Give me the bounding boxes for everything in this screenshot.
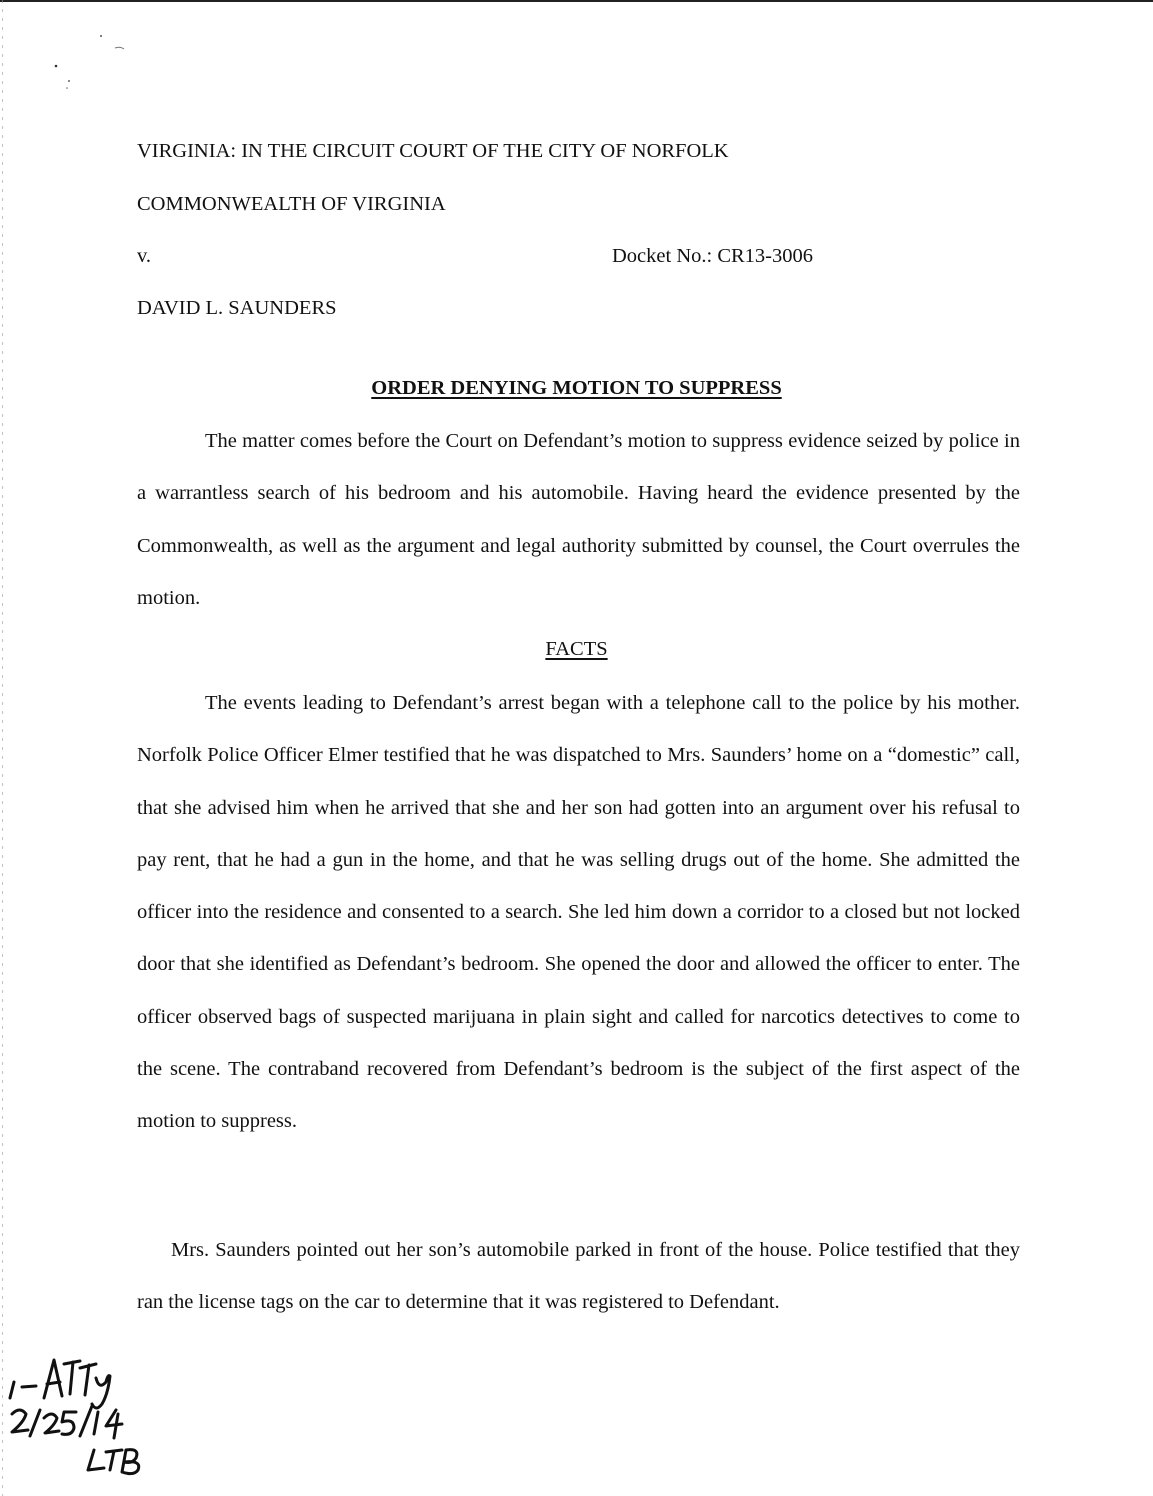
plaintiff-name: COMMONWEALTH OF VIRGINIA [137,193,446,215]
court-caption: VIRGINIA: IN THE CIRCUIT COURT OF THE CITY OF NORFOLK [137,140,729,162]
intro-paragraph: The matter comes before the Court on Defendant’s motion to suppress evidence seized by police in a warrantless search of his bedroom and his automobile. Having heard the evidence presented by the Commonwealth, as well as the argument and legal authority submitted by counsel, the Court overrules the motion. [137,430,1020,609]
order-title: ORDER DENYING MOTION TO SUPPRESS [371,377,782,399]
defendant-name: DAVID L. SAUNDERS [137,297,337,319]
handwritten-annotation [0,1340,200,1490]
scan-edge-left [2,0,3,1496]
versus-label: v. [137,245,152,267]
docket-number: Docket No.: CR13-3006 [612,245,813,267]
facts-paragraph: The events leading to Defendant’s arrest began with a telephone call to the police by his mother. Norfolk Police Officer Elmer testified that he was dispatched to Mrs. Saunders’ home on a “domestic” call, that she advised him when he arrived that she and her son had gotten into an argument over his refusal to pay rent, that he had a gun in the home, and that he was selling drugs out of the home. She admitted the officer into the residence and consented to a search. She led him down a corridor to a closed but not locked door that she identified as Defendant’s bedroom. She opened the door and allowed the officer to enter. The officer observed bags of suspected marijuana in plain sight and called for narcotics detectives to come to the scene. The contraband recovered from Defendant’s bedroom is the subject of the first aspect of the motion to suppress. [137,692,1020,1133]
scan-specks [0,0,140,100]
facts-paragraph: Mrs. Saunders pointed out her son’s automobile parked in front of the house. Police testified that they ran the license tags on the car to determine that it was registered to Defendant. [137,1239,1020,1314]
scan-edge-top [0,0,1153,2]
facts-heading: FACTS [545,638,608,660]
